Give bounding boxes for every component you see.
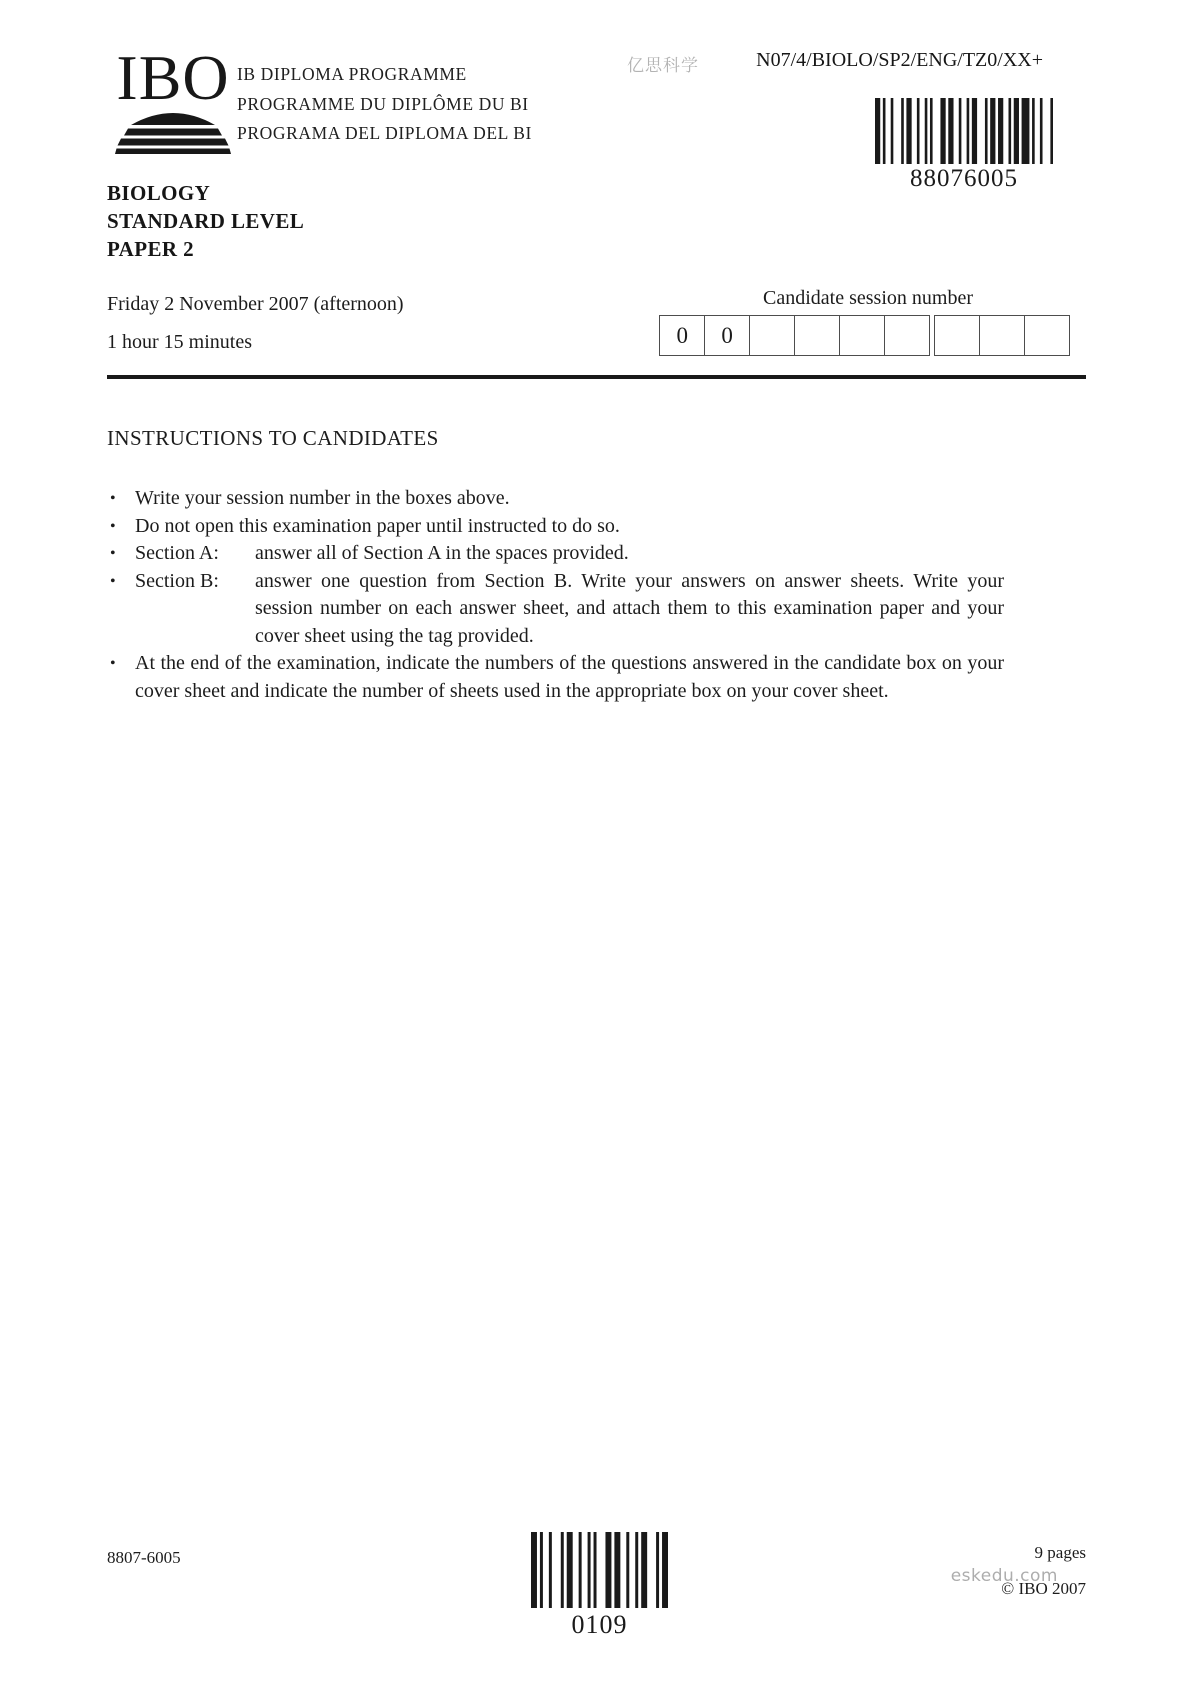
- divider-rule: [107, 375, 1086, 379]
- bottom-barcode-number: 0109: [571, 1610, 628, 1639]
- footer-watermark: eskedu.com: [950, 1566, 1058, 1586]
- instruction-item: [107, 540, 1004, 568]
- instruction-label: Section A:: [135, 542, 219, 564]
- instruction-item: [107, 568, 1004, 651]
- bottom-barcode: [531, 1532, 668, 1640]
- bullet-marker: •: [110, 655, 116, 672]
- programme-lines: [237, 60, 532, 149]
- session-number-box[interactable]: 0: [659, 315, 706, 356]
- instruction-item: [107, 485, 1004, 513]
- candidate-session-block: [659, 287, 1077, 356]
- programme-line: PROGRAMME DU DIPLÔME DU BI: [237, 93, 529, 114]
- bullet-marker: •: [110, 517, 116, 535]
- top-barcode-number: 88076005: [910, 165, 1018, 192]
- session-number-box[interactable]: [794, 315, 841, 356]
- session-number-box[interactable]: [1024, 315, 1071, 356]
- session-number-box[interactable]: [934, 315, 981, 356]
- session-number-box[interactable]: [749, 315, 796, 356]
- instruction-text: Write your session number in the boxes above.: [135, 487, 510, 509]
- bullet-marker: •: [110, 545, 116, 562]
- exam-title: [107, 179, 304, 263]
- session-number-box[interactable]: [979, 315, 1026, 356]
- session-number-boxes: [659, 315, 1077, 356]
- bullet-marker: •: [110, 572, 116, 590]
- programme-line: IB DIPLOMA PROGRAMME: [237, 64, 467, 84]
- instructions-list: [107, 485, 1004, 705]
- exam-duration: 1 hour 15 minutes: [107, 331, 252, 353]
- instruction-text: Do not open this examination paper until instructed to do so.: [135, 514, 620, 537]
- barcode-icon: [875, 98, 1053, 164]
- candidate-session-label: Candidate session number: [763, 287, 973, 309]
- session-number-box[interactable]: [884, 315, 931, 356]
- session-number-box[interactable]: 0: [704, 315, 751, 356]
- top-barcode: [875, 98, 1053, 193]
- instruction-item: [107, 650, 1004, 705]
- exam-title-line: STANDARD LEVEL: [107, 209, 305, 233]
- instruction-item: [107, 513, 1004, 541]
- footer-doc-number: 8807-6005: [107, 1548, 181, 1567]
- instructions-heading: INSTRUCTIONS TO CANDIDATES: [107, 426, 439, 450]
- ibo-logo: [113, 42, 233, 154]
- footer-page-count: 9 pages: [1034, 1543, 1086, 1562]
- ibo-logo-text: IBO: [116, 42, 230, 113]
- bullet-marker: •: [110, 490, 116, 507]
- instruction-text: At the end of the examination, indicate the numbers of the questions answered in the candidate box on your cover sheet and indicate the number of sheets used in the appropriate box on your cover sheet.: [135, 652, 1004, 702]
- footer-copyright: © IBO 2007: [1001, 1579, 1086, 1598]
- cjk-watermark: 亿思科学: [627, 56, 699, 76]
- instruction-text: answer one question from Section B. Write your answers on answer sheets. Write your session number on each answer sheet, and attach them to this examination paper and your cover sheet using the tag provided.: [255, 569, 1004, 647]
- exam-title-line: PAPER 2: [107, 237, 194, 261]
- programme-line: PROGRAMA DEL DIPLOMA DEL BI: [237, 123, 532, 143]
- exam-date: Friday 2 November 2007 (afternoon): [107, 293, 404, 315]
- exam-title-line: BIOLOGY: [107, 181, 211, 205]
- exam-code: N07/4/BIOLO/SP2/ENG/TZ0/XX+: [756, 49, 1043, 71]
- barcode-icon: [531, 1532, 668, 1608]
- session-number-box[interactable]: [839, 315, 886, 356]
- instruction-label: Section B:: [135, 569, 219, 592]
- instruction-text: answer all of Section A in the spaces provided.: [255, 542, 629, 564]
- ibo-logo-dome-icon: [115, 112, 231, 154]
